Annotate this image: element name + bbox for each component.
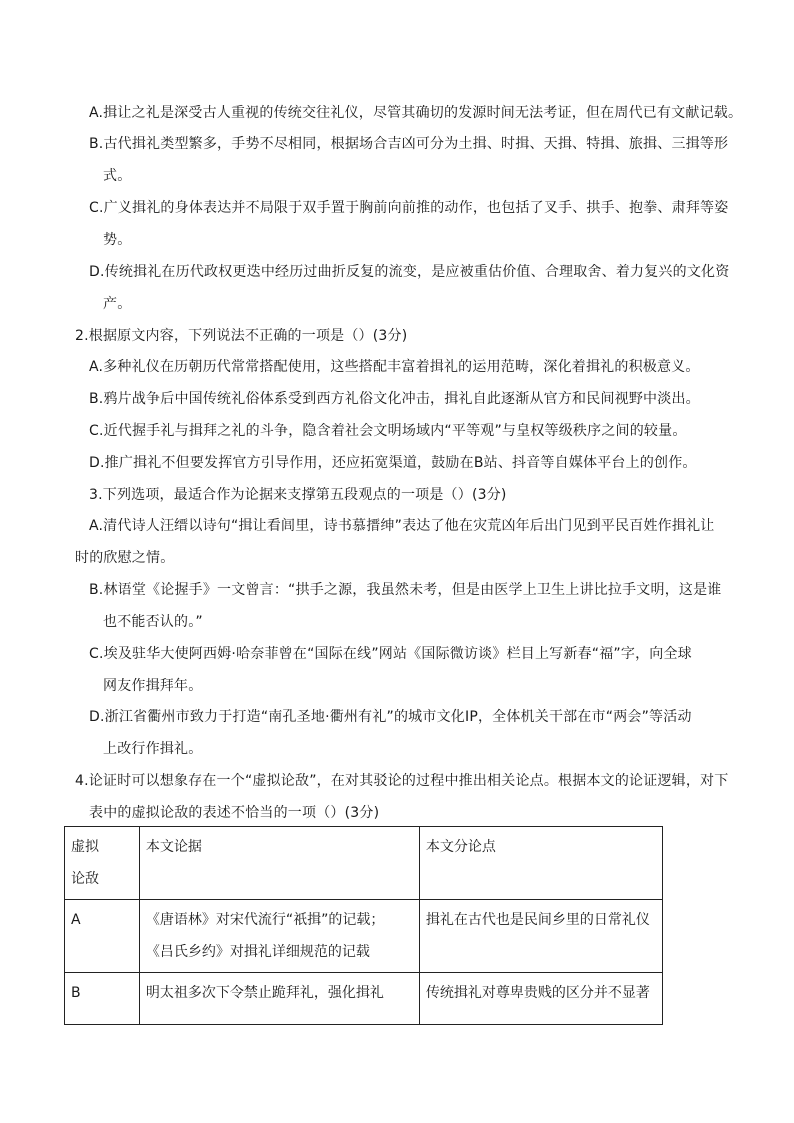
header-cell-evidence: 本文论据 <box>139 827 419 900</box>
evidence-line: 明太祖多次下令禁止跪拜礼，强化揖礼 <box>145 985 384 1001</box>
table-header-row <box>65 827 663 900</box>
row-point: 揖礼在古代也是民间乡里的日常礼仪 <box>419 900 662 973</box>
q2-option-d: D.推广揖礼不但要发挥官方引导作用，还应拓宽渠道，鼓励在B站、抖音等自媒体平台上的创作。 <box>89 455 697 471</box>
q1-option-b: B.古代揖礼类型繁多，手势不尽相同，根据场合吉凶可分为土揖、时揖、天揖、特揖、旅揖、三揖等形 <box>89 136 729 152</box>
q4-stem-cont: 表中的虚拟论敌的表述不恰当的一项（）(3分) <box>89 805 380 821</box>
evidence-line: 《吕氏乡约》对揖礼详细规范的记载 <box>145 944 370 960</box>
q4-stem: 4.论证时可以想象存在一个“虚拟论敌”，在对其驳论的过程中推出相关论点。根据本文的论证逻辑，对下 <box>75 773 729 789</box>
q1-option-d-cont: 产。 <box>103 296 132 312</box>
q1-option-c: C.广义揖礼的身体表达并不局限于双手置于胸前向前推的动作，也包括了叉手、拱手、抱拳、肃拜等姿 <box>89 200 729 216</box>
q1-option-b-cont: 式。 <box>103 168 132 184</box>
q3-option-a-cont: 时的欣慰之情。 <box>75 550 175 566</box>
header-cell-point: 本文分论点 <box>419 827 662 900</box>
q3-option-c: C.埃及驻华大使阿西姆·哈奈菲曾在“国际在线”网站《国际微访谈》栏目上写新春“福”字，向全球 <box>89 646 692 662</box>
q2-option-b: B.鸦片战争后中国传统礼俗体系受到西方礼俗文化冲击，揖礼自此逐渐从官方和民间视野中淡出。 <box>89 391 700 407</box>
row-label: A <box>65 900 140 973</box>
q1-option-d: D.传统揖礼在历代政权更迭中经历过曲折反复的流变，是应被重估价值、合理取舍、着力复兴的文化资 <box>89 264 730 280</box>
header-cell-virtual-opponent <box>65 827 140 900</box>
q3-option-b: B.林语堂《论握手》一文曾言：“拱手之源，我虽然未考，但是由医学上卫生上讲比拉手文明，这是谁 <box>89 582 722 598</box>
row-evidence <box>139 973 419 1025</box>
table-row <box>65 900 663 973</box>
row-evidence <box>139 900 419 973</box>
header-label: 虚拟论敌 <box>71 839 99 887</box>
table-row <box>65 973 663 1025</box>
q2-stem: 2.根据原文内容，下列说法不正确的一项是（）(3分) <box>75 328 408 344</box>
q3-stem: 3.下列选项，最适合作为论据来支撑第五段观点的一项是（）(3分) <box>89 487 507 503</box>
evidence-line: 《唐语林》对宋代流行“祇揖”的记载； <box>145 912 385 928</box>
q3-option-c-cont: 网友作揖拜年。 <box>103 678 203 694</box>
q2-option-a: A.多种礼仪在历朝历代常常搭配使用，这些搭配丰富着揖礼的运用范畴，深化着揖礼的积极意义。 <box>89 359 700 375</box>
q1-option-a: A.揖让之礼是深受古人重视的传统交往礼仪，尽管其确切的发源时间无法考证，但在周代已有文献记载。 <box>89 105 743 121</box>
row-label: B <box>65 973 140 1025</box>
q4-table <box>64 826 663 1025</box>
q3-option-a: A.清代诗人汪缙以诗句“揖让看闾里，诗书慕搢绅”表达了他在灾荒凶年后出门见到平民百姓作揖礼让 <box>89 518 715 534</box>
q3-option-b-cont: 也不能否认的。” <box>103 614 203 630</box>
q2-option-c: C.近代握手礼与揖拜之礼的斗争，隐含着社会文明场域内“平等观”与皇权等级秩序之间的较量。 <box>89 423 687 439</box>
row-point: 传统揖礼对尊卑贵贱的区分并不显著 <box>419 973 662 1025</box>
q1-option-c-cont: 势。 <box>103 232 132 248</box>
q3-option-d-cont: 上改行作揖礼。 <box>103 741 203 757</box>
q3-option-d: D.浙江省衢州市致力于打造“南孔圣地·衢州有礼”的城市文化IP，全体机关干部在市“两会”等活动 <box>89 709 692 725</box>
